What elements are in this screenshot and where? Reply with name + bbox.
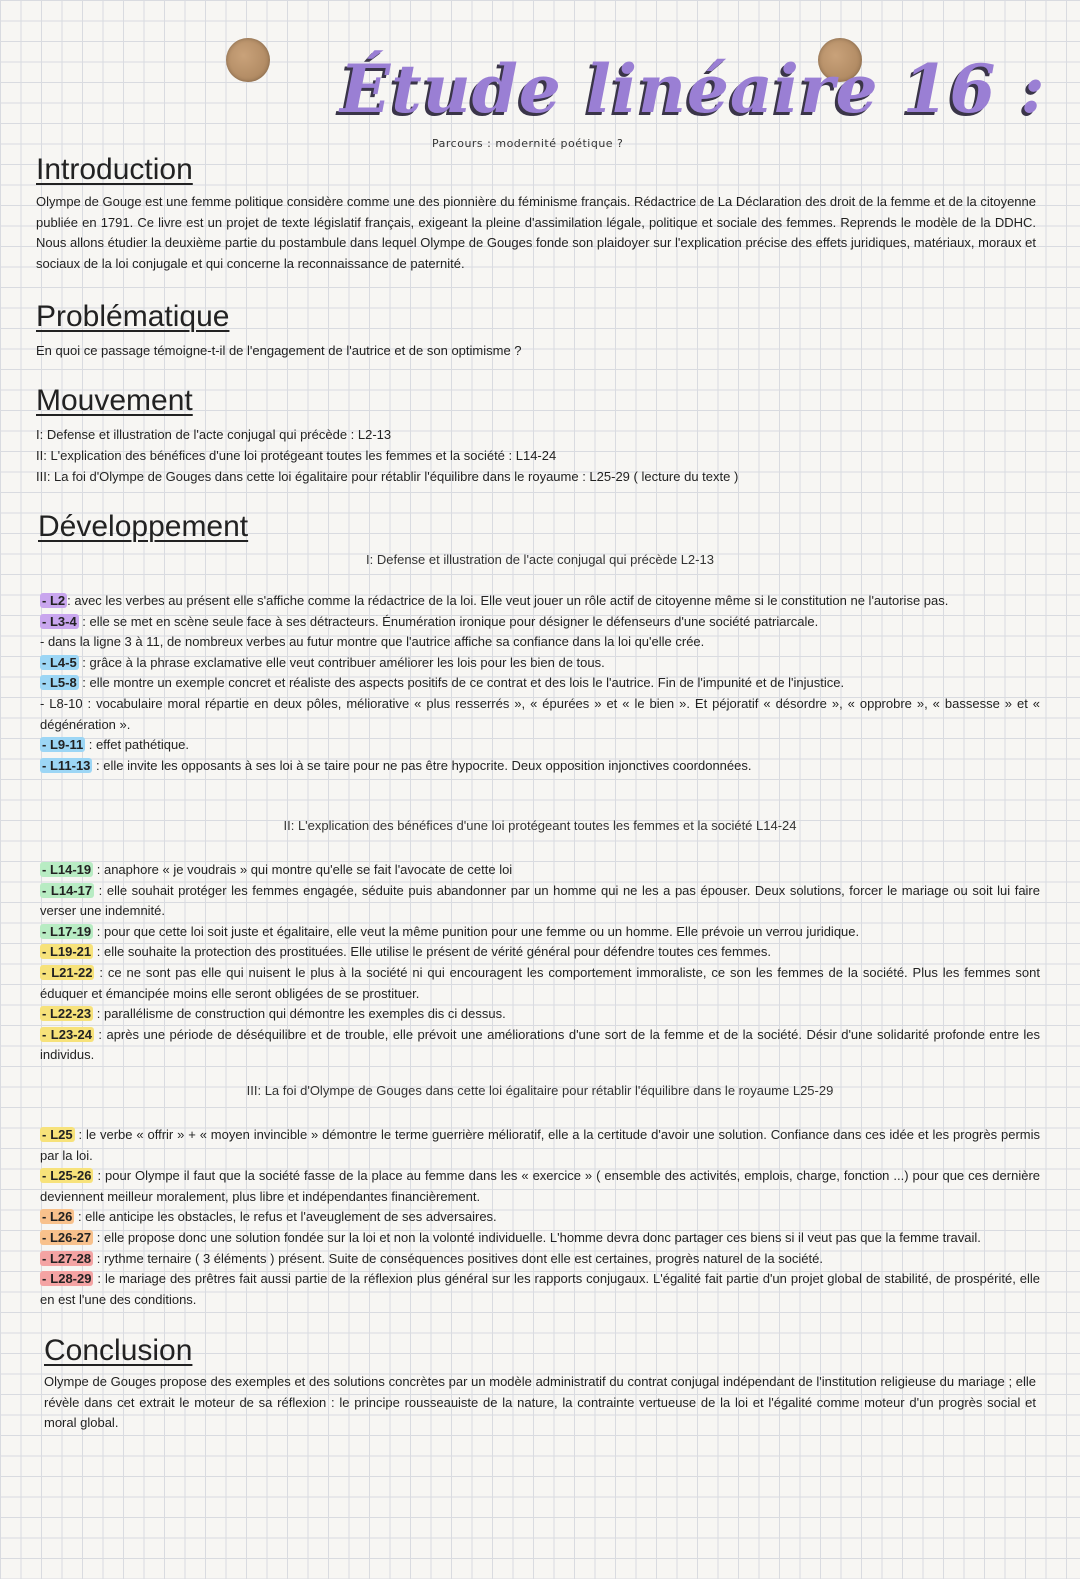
- line-reference-tag: - L14-19: [42, 862, 92, 877]
- line-reference-tag: - L17-19: [42, 923, 92, 939]
- mouvement-line-1: I: Defense et illustration de l'acte conjugal qui précède : L2-13: [36, 427, 392, 442]
- line-reference-tag: - L3-4: [42, 613, 77, 629]
- part-3-title: III: La foi d'Olympe de Gouges dans cette loi égalitaire pour rétablir l'équilibre dans le royaume L25-29: [246, 1083, 834, 1098]
- analysis-text: : elle anticipe les obstacles, le refus et l'aveuglement de ses adversaires.: [74, 1209, 497, 1225]
- heading-mouvement: Mouvement: [36, 384, 193, 417]
- line-reference-tag: - L5-8: [42, 675, 77, 691]
- analysis-item: [40, 942, 1040, 963]
- problematique-text: En quoi ce passage témoigne-t-il de l'engagement de l'autrice et de son optimisme ?: [36, 343, 522, 358]
- analysis-item: [40, 591, 1040, 612]
- analysis-item: [40, 653, 1040, 674]
- line-reference-tag: - L25-26: [42, 1168, 92, 1184]
- heading-conclusion: Conclusion: [44, 1334, 193, 1367]
- analysis-text: - L8-10 : vocabulaire moral répartie en deux pôles, méliorative « plus resserrés », « épurées » et « le bien ». Et péjoratif « désordre », « opprobre », « bassesse » et « dégénération ».: [40, 696, 1040, 732]
- analysis-text: : elle se met en scène seule face à ses détracteurs. Énumération ironique pour désigner le défenseurs d'une société patriarcale.: [78, 613, 819, 629]
- part-1-title: I: Defense et illustration de l'acte conjugal qui précède L2-13: [366, 552, 714, 567]
- analysis-text: : ce ne sont pas elle qui nuisent le plus à la société ni qui encouragent les comportement immoraliste, ce son les femmes de la société. Plus les femmes sont éduquer et émancipée moins elle seront obligées de se prostituer.: [40, 965, 1040, 1001]
- analysis-text: : après une période de déséquilibre et de trouble, elle prévoit une améliorations d'une sort de la femme et de la société. Désir d'une solidarité profonde entre les individus.: [40, 1026, 1040, 1063]
- analysis-item: [40, 1228, 1040, 1249]
- analysis-text: : elle propose donc une solution fondée sur la loi et non la volonté individuelle. L'homme devra donc partager ces biens si il veut pas que la femme travail.: [93, 1230, 981, 1245]
- analysis-item: [40, 1166, 1040, 1207]
- part-2-title: II: L'explication des bénéfices d'une loi protégeant toutes les femmes et la société L14-24: [283, 818, 797, 833]
- analysis-text: : elle montre un exemple concret et réaliste des aspects positifs de ce contrat et des lois le l'autrice. Fin de l'impunité et de l'injustice.: [78, 675, 845, 691]
- analysis-text: : avec les verbes au présent elle s'affiche comme la rédactrice de la loi. Elle veut jouer un rôle actif de citoyenne même si le constitution ne l'autorise pas.: [67, 593, 949, 608]
- line-reference-tag: - L25: [42, 1127, 73, 1142]
- analysis-text: : grâce à la phrase exclamative elle veut contribuer améliorer les lois pour les bien de tous.: [78, 654, 605, 670]
- analysis-text: : elle souhait protéger les femmes engagée, séduite puis abandonner par un homme qui ne les a pas épouser. Deux solutions, forcer le mariage ou soit lui faire verser une indemnité.: [40, 882, 1040, 919]
- analysis-item: [40, 1004, 1040, 1025]
- analysis-item: [40, 1125, 1040, 1166]
- analysis-item: [40, 963, 1040, 1004]
- line-reference-tag: - L9-11: [42, 737, 84, 753]
- line-reference-tag: - L14-17: [42, 882, 93, 898]
- analysis-text: : rythme ternaire ( 3 éléments ) présent. Suite de conséquences positives dont elle est certaines, progrès naturel de la société.: [93, 1250, 823, 1266]
- analysis-item: [40, 735, 1040, 756]
- heading-developpement: Développement: [38, 510, 249, 543]
- analysis-item: [40, 673, 1040, 694]
- analysis-text: : pour que cette loi soit juste et égalitaire, elle veut la même punition pour une femme ou un homme. Elle prévoie un verrou juridique.: [93, 923, 860, 939]
- line-reference-tag: - L27-28: [42, 1250, 92, 1266]
- analysis-item: [40, 1249, 1040, 1270]
- analysis-item: [40, 881, 1040, 922]
- punch-hole-left: [226, 38, 270, 82]
- analysis-text: : parallélisme de construction qui démontre les exemples dis ci dessus.: [93, 1006, 506, 1022]
- analysis-text: : le verbe « offrir » + « moyen invincible » démontre le terme guerrière mélioratif, elle a la certitude d'avoir une solution. Confiance dans ces idée et les progrès permis par la loi.: [40, 1127, 1040, 1163]
- analysis-item: [40, 1025, 1040, 1066]
- analysis-text: : pour Olympe il faut que la société fasse de la place au femme dans les « exercice » ( ensemble des activités, emplois, charge, fonction ...) pour que ces dernière deviennent meilleur moralement, plus libre et indépendantes financièrement.: [40, 1168, 1040, 1204]
- analysis-item: [40, 756, 1040, 777]
- analysis-text: : le mariage des prêtres fait aussi partie de la réflexion plus général sur les rapports conjugaux. L'égalité fait partie d'un projet global de stabilité, de prospérité, elle en est l'une des conditions.: [40, 1271, 1040, 1307]
- line-reference-tag: - L26: [42, 1209, 73, 1225]
- introduction-text: Olympe de Gouge est une femme politique considère comme une des pionnière du féminisme français. Rédactrice de La Déclaration des droit de la femme et de la citoyenne publiée en 1791. Ce livre est un projet de texte législatif français, exigeant la pleine d'assimilation légale, politique et sociale des femmes. Reprends le modèle de la DDHC. Nous allons étudier la deuxième partie du postambule dans lequel Olympe de Gouges fonde son plaidoyer sur l'explication précise des effets juridiques, matériaux, moraux et sociaux de la loi conjugale et qui concerne la reconnaissance de paternité.: [36, 194, 1036, 271]
- analysis-text: : elle souhaite la protection des prostituées. Elle utilise le présent de vérité général pour défendre toutes ces femmes.: [93, 944, 771, 960]
- analysis-item: [40, 860, 1040, 881]
- line-reference-tag: - L22-23: [42, 1006, 92, 1022]
- line-reference-tag: - L28-29: [42, 1271, 92, 1287]
- line-reference-tag: - L26-27: [42, 1230, 92, 1245]
- analysis-item: [40, 1269, 1040, 1310]
- page-title: Étude linéaire 16 :: [340, 50, 1046, 128]
- analysis-item: [40, 1207, 1040, 1228]
- heading-problematique: Problématique: [36, 300, 230, 333]
- analysis-text: : elle invite les opposants à ses loi à se taire pour ne pas être hypocrite. Deux opposition injonctives coordonnées.: [92, 757, 752, 773]
- analysis-item: [40, 632, 1040, 653]
- analysis-item: [40, 612, 1040, 633]
- line-reference-tag: - L19-21: [42, 944, 92, 960]
- analysis-item: [40, 694, 1040, 735]
- analysis-text: : effet pathétique.: [85, 737, 190, 753]
- analysis-item: [40, 922, 1040, 943]
- line-reference-tag: - L23-24: [42, 1026, 92, 1042]
- conclusion-text: Olympe de Gouges propose des exemples et des solutions concrètes par un modèle administratif du contrat conjugal indépendant de l'institution religieuse du mariage ; elle révèle dans cet extrait le moteur de sa réflexion : le principe rousseauiste de la nature, la contrainte vertueuse de la loi et l'égalité comme moteur d'un progrès social et moral global.: [44, 1374, 1036, 1431]
- line-reference-tag: - L21-22: [42, 965, 93, 980]
- mouvement-line-2: II: L'explication des bénéfices d'une loi protégeant toutes les femmes et la société : L14-24: [36, 448, 557, 463]
- line-reference-tag: - L4-5: [42, 654, 77, 670]
- line-reference-tag: - L2: [42, 593, 66, 608]
- analysis-text: : anaphore « je voudrais » qui montre qu'elle se fait l'avocate de cette loi: [93, 862, 513, 877]
- analysis-text: - dans la ligne 3 à 11, de nombreux verbes au futur montre que l'autrice affiche sa confiance dans la loi qu'elle crée.: [40, 634, 705, 650]
- heading-introduction: Introduction: [36, 153, 193, 186]
- line-reference-tag: - L11-13: [42, 757, 91, 773]
- page-subtitle: Parcours : modernité poétique ?: [432, 137, 624, 150]
- mouvement-line-3: III: La foi d'Olympe de Gouges dans cette loi égalitaire pour rétablir l'équilibre dans le royaume : L25-29 ( lecture du texte ): [36, 469, 739, 484]
